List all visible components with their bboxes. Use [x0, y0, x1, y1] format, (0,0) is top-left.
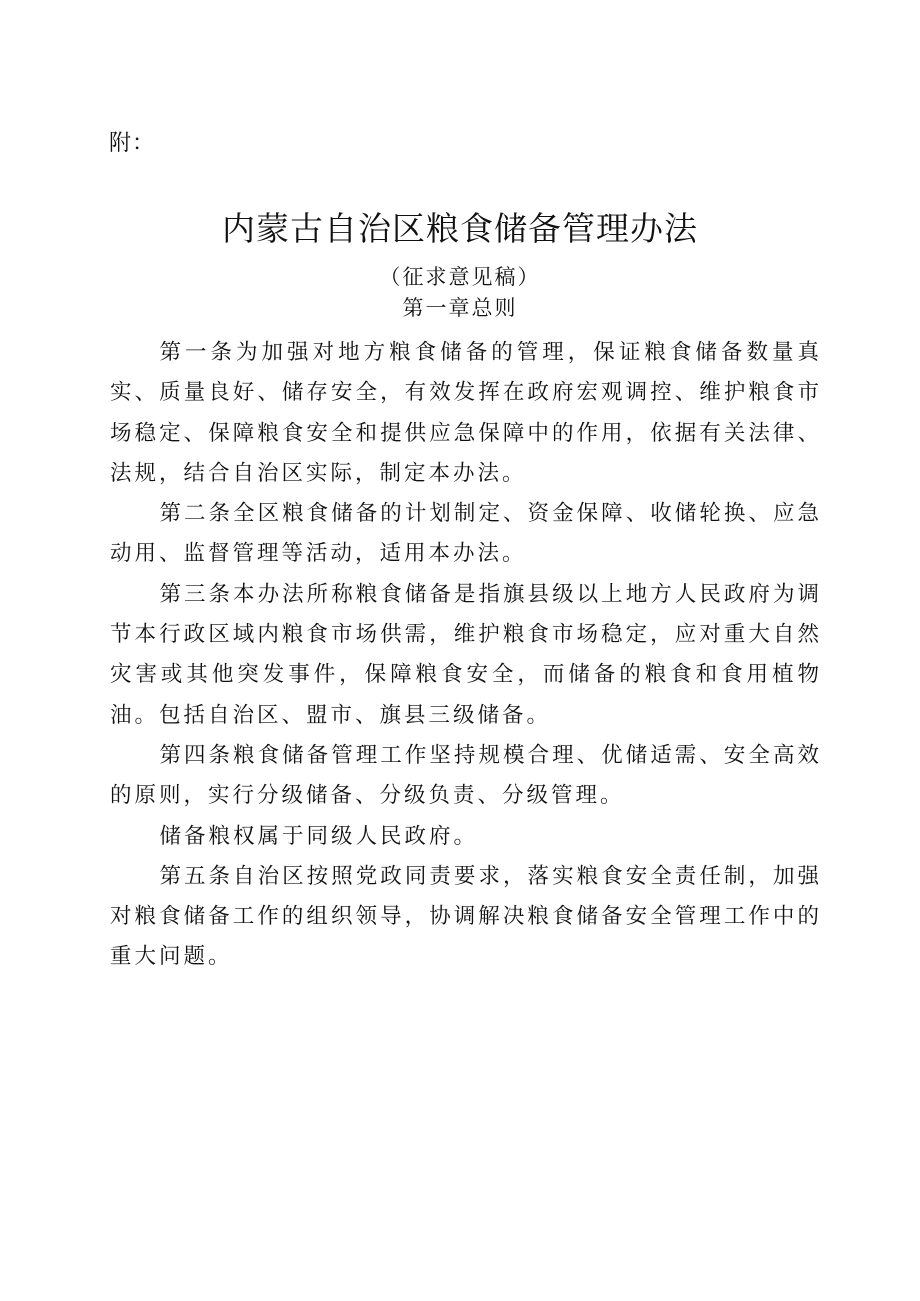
article-5: 第五条自治区按照党政同责要求，落实粮食安全责任制，加强对粮食储备工作的组织领导，协调解决粮食储备安全管理工作中的重大问题。 — [110, 863, 822, 970]
chapter-heading: 第一章总则 — [402, 296, 518, 320]
article-4: 第四条粮食储备管理工作坚持规模合理、优储适需、安全高效的原则，实行分级储备、分级负责、分级管理。 — [110, 742, 822, 809]
document-body — [110, 333, 822, 978]
article-2: 第二条全区粮食储备的计划制定、资金保障、收储轮换、应急动用、监督管理等活动，适用本办法。 — [110, 501, 822, 567]
article-1: 第一条为加强对地方粮食储备的管理，保证粮食储备数量真实、质量良好、储存安全，有效发挥在政府宏观调控、维护粮食市场稳定、保障粮食安全和提供应急保障中的作用，依据有关法律、法规，结合自治区实际，制定本办法。 — [110, 340, 822, 486]
document-subtitle: （征求意见稿） — [379, 265, 541, 289]
attachment-label: 附： — [109, 131, 156, 156]
article-4-clause: 储备粮权属于同级人民政府。 — [159, 823, 478, 849]
article-3: 第三条本办法所称粮食储备是指旗县级以上地方人民政府为调节本行政区域内粮食市场供需，维护粮食市场稳定，应对重大自然灾害或其他突发事件，保障粮食安全，而储备的粮食和食用植物油。包括自治区、盟市、旗县三级储备。 — [110, 581, 822, 728]
document-title: 内蒙古自治区粮食储备管理办法 — [222, 209, 698, 248]
